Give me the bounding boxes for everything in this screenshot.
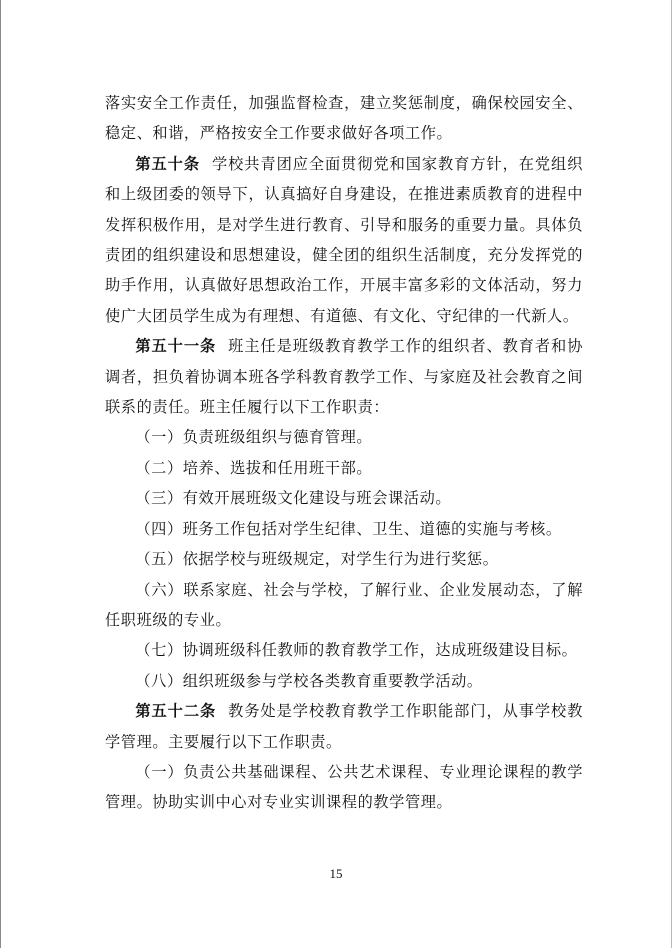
list-item-text: （六）联系家庭、社会与学校，了解行业、企业发展动态，了解任职班级的专业。	[105, 580, 583, 629]
list-item	[105, 483, 583, 513]
list-item	[105, 514, 583, 544]
list-item-text: （八）组织班级参与学校各类教育重要教学活动。	[135, 671, 483, 690]
list-item	[105, 757, 583, 818]
paragraph-text: 学校共青团应全面贯彻党和国家教育方针，在党组织和上级团委的领导下，认真搞好自身建设，在推进素质教育的进程中发挥积极作用，是对学生进行教育、引导和服务的重要力量。具体负责团的组织建设和思想建设，健全团的组织生活制度，充分发挥党的助手作用，认真做好思想政治工作，开展丰富多彩的文体活动，努力使广大团员学生成为有理想、有道德、有文化、守纪律的一代新人。	[105, 154, 583, 325]
article-heading: 第五十一条	[135, 337, 217, 356]
list-item-text: （七）协调班级科任教师的教育教学工作，达成班级建设目标。	[135, 641, 578, 660]
list-item-text: （五）依据学校与班级规定，对学生行为进行奖惩。	[135, 550, 499, 569]
article-heading: 第五十条	[135, 154, 200, 173]
list-item	[105, 453, 583, 483]
list-item	[105, 635, 583, 665]
article-50	[105, 149, 583, 331]
list-item-text: （二）培养、选拔和任用班干部。	[135, 458, 373, 477]
paragraph-text: 教务处是学校教育教学工作职能部门，从事学校教学管理。主要履行以下工作职责。	[105, 702, 583, 751]
page-number: 15	[329, 866, 343, 881]
list-item-text: （一）负责公共基础课程、公共艺术课程、专业理论课程的教学管理。协助实训中心对专业实训课程的教学管理。	[105, 762, 583, 812]
paragraph-continuation	[105, 88, 583, 149]
article-51	[105, 331, 583, 422]
document-body	[105, 88, 583, 818]
list-item-text: （四）班务工作包括对学生纪律、卫生、道德的实施与考核。	[135, 519, 562, 538]
article-heading: 第五十二条	[135, 702, 217, 721]
list-item-text: （三）有效开展班级文化建设与班会课活动。	[135, 489, 452, 508]
list-item	[105, 666, 583, 696]
paragraph-text: 班主任是班级教育教学工作的组织者、教育者和协调者，担负着协调本班各学科教育教学工作、与家庭及社会教育之间联系的责任。班主任履行以下工作职责：	[105, 337, 583, 417]
page-border-left	[0, 0, 1, 948]
list-item-text: （一）负责班级组织与德育管理。	[135, 428, 373, 447]
list-item	[105, 544, 583, 574]
paragraph-text: 落实安全工作责任，加强监督检查，建立奖惩制度，确保校园安全、稳定、和谐，严格按安全工作要求做好各项工作。	[105, 94, 583, 143]
list-item	[105, 422, 583, 452]
article-52	[105, 696, 583, 757]
list-item	[105, 575, 583, 636]
